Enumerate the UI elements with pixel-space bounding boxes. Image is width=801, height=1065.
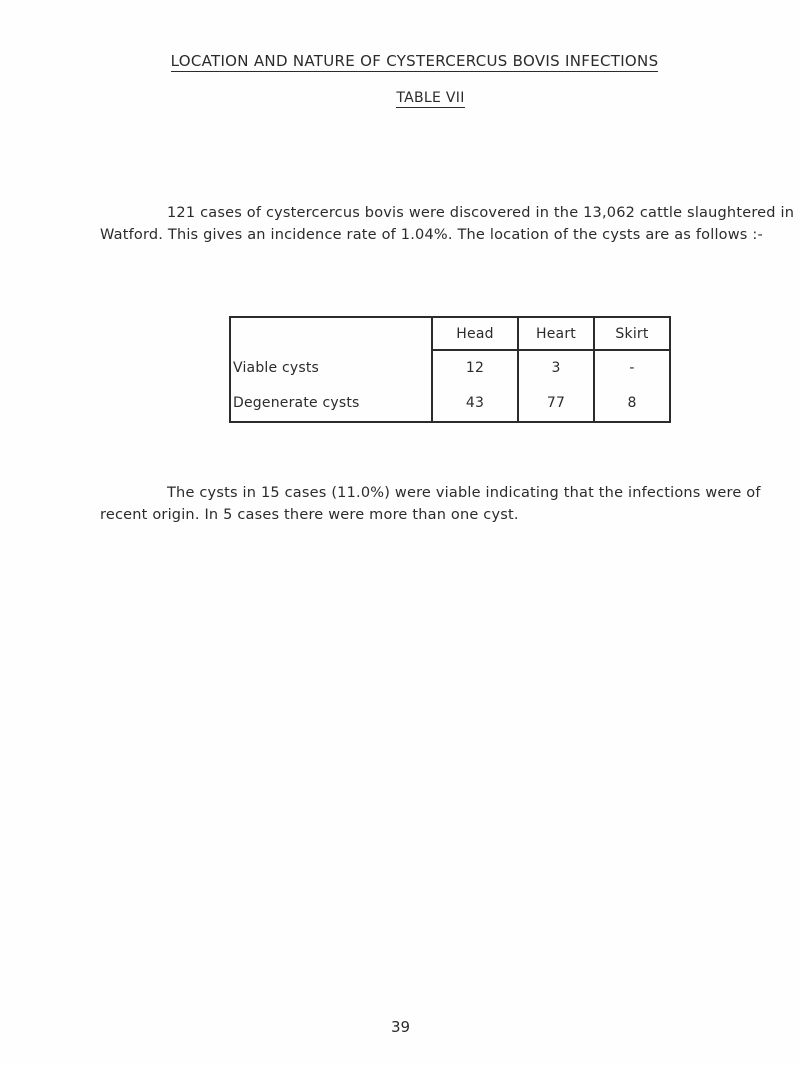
table-corner-cell — [230, 317, 432, 350]
cell-degenerate-heart: 77 — [518, 385, 594, 422]
document-heading — [0, 52, 801, 72]
page-number: 39 — [390, 1018, 411, 1036]
cell-degenerate-head: 43 — [432, 385, 518, 422]
column-header-heart: Heart — [518, 317, 594, 350]
conclusion-paragraph-text: The cysts in 15 cases (11.0%) were viable indicating that the infections were of recent origin. In 5 cases there were more than one cyst. — [100, 485, 761, 523]
intro-paragraph-text: 121 cases of cystercercus bovis were discovered in the 13,062 cattle slaughtered in Watford. This gives an incidence rate of 1.04%. The location of the cysts are as follows :- — [100, 205, 795, 243]
table-row — [230, 385, 670, 422]
column-header-head: Head — [432, 317, 518, 350]
intro-paragraph — [100, 202, 795, 246]
column-header-skirt: Skirt — [594, 317, 670, 350]
table-header-row — [230, 317, 670, 350]
row-label-degenerate: Degenerate cysts — [230, 385, 432, 422]
cell-viable-head: 12 — [432, 350, 518, 385]
table-title-text: TABLE VII — [396, 90, 465, 106]
cell-viable-skirt: - — [594, 350, 670, 385]
cell-degenerate-skirt: 8 — [594, 385, 670, 422]
table-row — [230, 350, 670, 385]
cyst-location-table — [229, 316, 671, 423]
row-label-viable: Viable cysts — [230, 350, 432, 385]
table-title — [0, 90, 801, 108]
cell-viable-heart: 3 — [518, 350, 594, 385]
conclusion-paragraph — [100, 482, 795, 526]
heading-text: LOCATION AND NATURE OF CYSTERCERCUS BOVIS INFECTIONS — [170, 52, 659, 70]
